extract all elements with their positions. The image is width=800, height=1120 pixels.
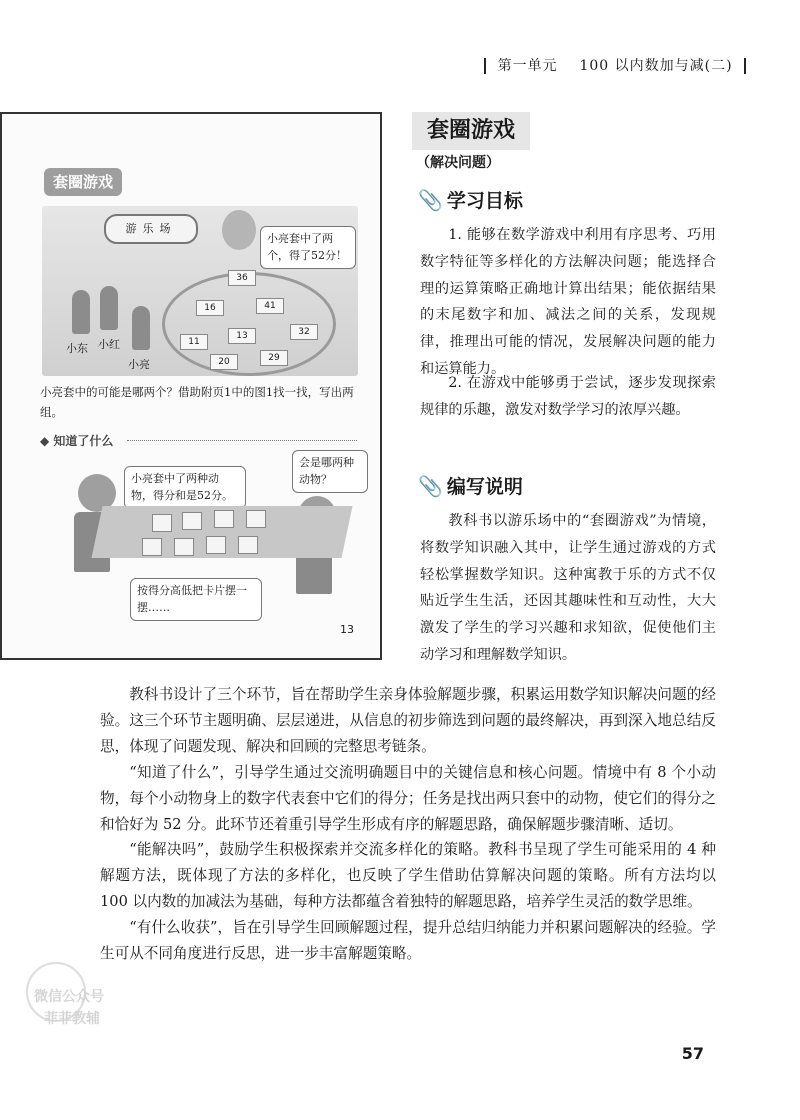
main-body — [100, 682, 716, 967]
score-tag: 29 — [260, 350, 288, 366]
score-tag: 11 — [180, 334, 208, 350]
kid-figure — [132, 306, 150, 350]
page-number: 57 — [681, 1044, 704, 1063]
animal-card — [214, 510, 234, 528]
paperclip-icon: 📎 — [418, 188, 443, 212]
watermark-line2: 菲菲教辅 — [44, 1011, 100, 1027]
textbook-title-badge: 套圈游戏 — [44, 168, 122, 196]
notes-heading-text: 编写说明 — [446, 476, 523, 498]
animal-card — [206, 536, 226, 554]
notes-heading — [418, 472, 523, 499]
park-sign: 游乐场 — [104, 214, 198, 244]
running-header — [478, 55, 752, 75]
watermark-line1: 微信公众号 — [34, 989, 104, 1005]
textbook-page-number: 13 — [340, 623, 354, 636]
goal-2: 2. 在游戏中能够勇于尝试，逐步发现探索规律的乐趣，激发对数学学习的浓厚兴趣。 — [420, 375, 716, 418]
dotted-divider — [127, 440, 357, 441]
section-know-text: 知道了什么 — [53, 434, 114, 448]
girl-speech-bubble: 小亮套中了两种动物，得分和是52分。 — [124, 466, 246, 509]
score-tag: 13 — [228, 328, 256, 344]
amusement-park-scene — [42, 206, 358, 376]
paperclip-icon: 📎 — [418, 474, 443, 498]
body-paragraph: “有什么收获”，旨在引导学生回顾解题过程，提升总结归纳能力并积累问题解决的经验。学生可从不同角度进行反思，进一步丰富解题策略。 — [100, 919, 716, 963]
goals-heading — [418, 186, 523, 213]
kid-label: 小红 — [98, 338, 120, 351]
hot-air-balloon-icon — [222, 210, 256, 250]
notes-paragraph: 教科书以游乐场中的“套圈游戏”为情境，将数学知识融入其中，让学生通过游戏的方式轻松掌握数学知识。这种寓教于乐的方式不仅贴近学生生活，还因其趣味性和互动性，大大激发了学生的学习兴趣和求知欲，促使他们主动学习和理解数学知识。 — [420, 513, 716, 663]
animal-card — [174, 538, 194, 556]
lesson-title: 套圈游戏 — [412, 112, 530, 150]
score-tag: 16 — [196, 300, 224, 316]
bottom-speech-bubble: 按得分高低把卡片摆一摆…… — [130, 578, 262, 621]
lesson-subtitle: （解决问题） — [416, 155, 500, 171]
goals-heading-text: 学习目标 — [446, 190, 523, 212]
score-tag: 20 — [210, 354, 238, 370]
body-paragraph: “能解决吗”，鼓励学生积极探索并交流多样化的策略。教科书呈现了学生可能采用的 4 种解题方法，既体现了方法的多样化，也反映了学生借助估算解决问题的策略。所有方法均以 100 以内数的加减法为基础，每种方法都蕴含着独特的解题思路，培养学生灵活的数学思维。 — [100, 841, 716, 911]
animal-card — [142, 538, 162, 556]
body-paragraph: 教科书设计了三个环节，旨在帮助学生亲身体验解题步骤，积累运用数学知识解决问题的经验。这三个环节主题明确、层层递进，从信息的初步筛选到问题的最终解决，再到深入地总结反思，体现了问题发现、解决和回顾的完整思考链条。 — [100, 686, 716, 755]
header-unit: 第一单元 — [497, 58, 558, 74]
animal-card — [152, 514, 172, 532]
animal-card — [182, 512, 202, 530]
body-paragraph: “知道了什么”，引导学生通过交流明确题目中的关键信息和核心问题。情境中有 8 个小动物，每个小动物身上的数字代表套中它们的得分；任务是找出两只套中的动物，使它们的得分之和恰好为 52 分。此环节还着重引导学生形成有序的解题思路，确保解题步骤清晰、适切。 — [100, 763, 716, 833]
score-tag: 32 — [290, 324, 318, 340]
boy-speech-bubble: 会是哪两种动物？ — [292, 450, 368, 493]
kid-figure — [72, 290, 90, 334]
kid-label: 小亮 — [128, 358, 150, 371]
speech-bubble: 小亮套中了两个，得了52分！ — [260, 226, 356, 269]
section-know-label: ◆ 知道了什么 — [40, 434, 114, 448]
animal-card — [246, 510, 266, 528]
textbook-page-image — [0, 112, 382, 660]
score-tag: 41 — [256, 298, 284, 314]
animal-card — [238, 536, 258, 554]
goal-1: 1. 能够在数学游戏中利用有序思考、巧用数字特征等多样化的方法解决问题；能选择合理的运算策略正确地计算出结果；能依据结果的末尾数字和加、减法之间的关系，发现规律，推理出可能的情况，发展解决问题的能力和运算能力。 — [420, 227, 716, 377]
textbook-question: 小亮套中的可能是哪两个？借助附页1中的图1找一找，写出两组。 — [40, 385, 354, 420]
kid-figure — [100, 286, 118, 330]
score-tag: 36 — [228, 270, 256, 286]
header-divider — [484, 58, 486, 74]
header-divider — [744, 58, 746, 74]
watermark — [8, 960, 148, 1050]
kid-label: 小东 — [66, 342, 88, 355]
header-topic: 100 以内数加与减(二) — [579, 58, 733, 74]
